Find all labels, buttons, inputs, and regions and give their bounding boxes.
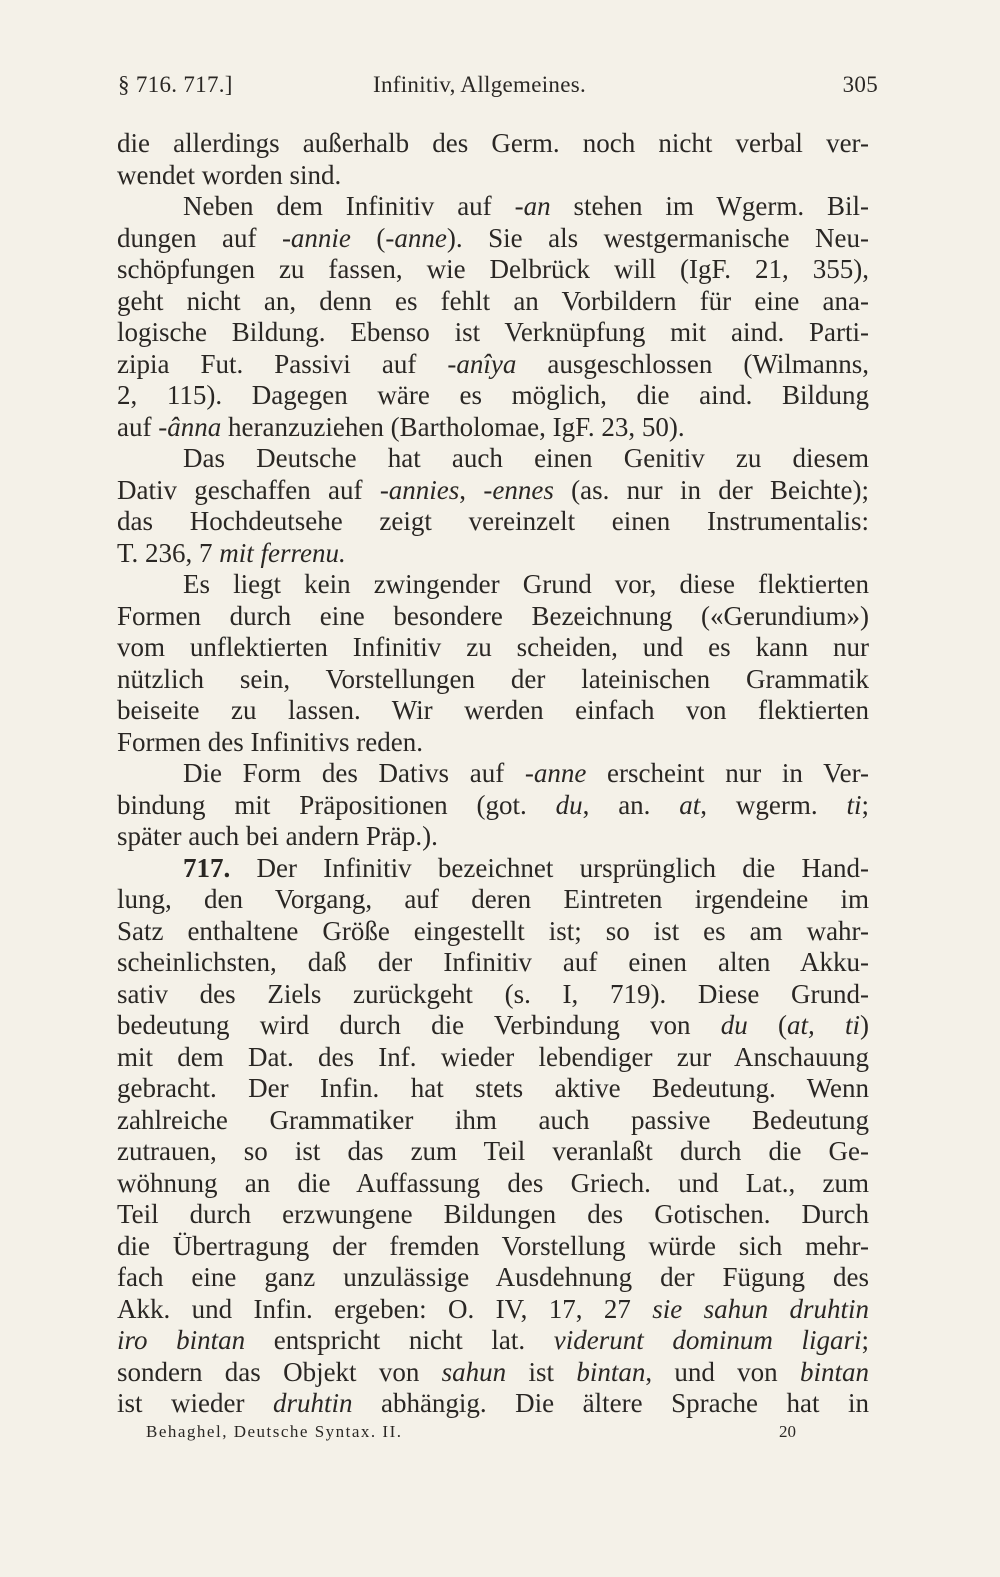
text-line: Formen durch eine besondere Bezeichnung («Gerundium») xyxy=(117,600,869,631)
italic-form: sahun xyxy=(441,1356,507,1387)
text-line: bindung mit Präpositionen (got. du, an. at, wgerm. ti; xyxy=(117,789,869,820)
italic-form: bintan xyxy=(800,1356,870,1387)
text-line: 2, 115). Dagegen wäre es möglich, die aind. Bildung xyxy=(117,380,869,410)
italic-form: -anne xyxy=(385,222,447,253)
text-line: später auch bei andern Präp.). xyxy=(117,821,438,851)
text-line: wöhnung an die Auffassung des Griech. und Lat., zum xyxy=(117,1167,869,1198)
signature-footer xyxy=(146,1422,796,1448)
text-line: nützlich sein, Vorstellungen der lateinischen Grammatik xyxy=(117,663,869,694)
text-line: zutrauen, so ist das zum Teil veranlaßt durch die Ge- xyxy=(117,1136,869,1166)
text-line: lung, den Vorgang, auf deren Eintreten irgendeine im xyxy=(117,884,869,914)
italic-form: at, ti xyxy=(787,1010,860,1040)
text-line: scheinlichsten, daß der Infinitiv auf einen alten Akku- xyxy=(117,947,869,977)
text-line: beiseite zu lassen. Wir werden einfach von flektierten xyxy=(117,695,869,725)
text-line: schöpfungen zu fassen, wie Delbrück will (IgF. 21, 355), xyxy=(117,254,869,284)
text-line: vom unflektierten Infinitiv zu scheiden, und es kann nur xyxy=(117,632,869,662)
section-reference: § 716. 717.] xyxy=(118,72,233,97)
text-line: 717. Der Infinitiv bezeichnet ursprünglich die Hand- xyxy=(183,852,869,883)
italic-form: bintan xyxy=(576,1356,646,1387)
italic-form: -annie xyxy=(281,222,351,253)
italic-form: ti xyxy=(846,789,862,820)
italic-form: -annies xyxy=(379,474,460,505)
italic-form: du xyxy=(720,1010,748,1040)
italic-form: iro bintan xyxy=(117,1325,246,1355)
body-text xyxy=(117,128,869,1420)
text-line: Formen des Infinitivs reden. xyxy=(117,726,423,757)
text-line: gebracht. Der Infin. hat stets aktive Bedeutung. Wenn xyxy=(117,1073,869,1103)
printer-signature: Behaghel, Deutsche Syntax. II. xyxy=(146,1422,403,1441)
text-line: sondern das Objekt von sahun ist bintan, und von bintan xyxy=(117,1356,870,1387)
text-line: das Hochdeutsehe zeigt vereinzelt einen Instrumentalis: xyxy=(117,506,869,536)
section-number: 717. xyxy=(183,852,231,883)
text-line: bedeutung wird durch die Verbindung von du (at, ti) xyxy=(117,1010,869,1040)
running-header xyxy=(118,72,878,106)
text-line: geht nicht an, denn es fehlt an Vorbildern für eine ana- xyxy=(117,285,869,316)
italic-form: sie sahun druhtin xyxy=(652,1293,870,1324)
text-line: iro bintan entspricht nicht lat. viderunt dominum ligari; xyxy=(117,1325,869,1355)
italic-form: -anne xyxy=(524,758,587,788)
italic-form: -ânna xyxy=(158,411,222,442)
text-line: die allerdings außerhalb des Germ. noch nicht verbal ver- xyxy=(117,128,869,158)
italic-form: druhtin xyxy=(272,1388,353,1418)
text-line: sativ des Ziels zurückgeht (s. I, 719). Diese Grund- xyxy=(117,978,869,1009)
italic-form: -an xyxy=(514,191,551,221)
text-line: fach eine ganz unzulässige Ausdehnung der Fügung des xyxy=(117,1262,869,1292)
text-line: auf -ânna heranzuziehen (Bartholomae, IgF. 23, 50). xyxy=(117,411,685,442)
italic-form: viderunt dominum ligari xyxy=(553,1325,862,1355)
text-line: Das Deutsche hat auch einen Genitiv zu diesem xyxy=(183,443,869,473)
text-line: Es liegt kein zwingender Grund vor, diese flektierten xyxy=(183,569,869,599)
text-line: Akk. und Infin. ergeben: O. IV, 17, 27 sie sahun druhtin xyxy=(117,1293,870,1324)
italic-form: mit ferrenu. xyxy=(219,537,346,568)
text-line: ist wieder druhtin abhängig. Die ältere Sprache hat in xyxy=(117,1388,869,1418)
text-line: T. 236, 7 mit ferrenu. xyxy=(117,537,346,568)
text-line: wendet worden sind. xyxy=(117,159,342,190)
text-line: Neben dem Infinitiv auf -an stehen im Wgerm. Bil- xyxy=(183,191,869,221)
sheet-number: 20 xyxy=(779,1422,796,1441)
text-line: mit dem Dat. des Inf. wieder lebendiger zur Anschauung xyxy=(117,1041,869,1072)
text-line: Die Form des Dativs auf -anne erscheint nur in Ver- xyxy=(183,758,870,788)
text-line: die Übertragung der fremden Vorstellung würde sich mehr- xyxy=(117,1230,869,1261)
text-line: logische Bildung. Ebenso ist Verknüpfung mit aind. Parti- xyxy=(117,317,869,347)
italic-form: du xyxy=(555,789,583,820)
page-number: 305 xyxy=(842,72,878,97)
text-line: zipia Fut. Passivi auf -anîya ausgeschlossen (Wilmanns, xyxy=(117,348,870,379)
text-line: Teil durch erzwungene Bildungen des Gotischen. Durch xyxy=(117,1199,869,1229)
text-line: dungen auf -annie (-anne). Sie als westgermanische Neu- xyxy=(117,222,869,253)
italic-form: -ennes xyxy=(483,474,554,505)
running-title: Infinitiv, Allgemeines. xyxy=(373,72,587,97)
text-line: zahlreiche Grammatiker ihm auch passive Bedeutung xyxy=(117,1104,869,1135)
text-line: Satz enthaltene Größe eingestellt ist; so ist es am wahr- xyxy=(117,915,869,946)
italic-form: -anîya xyxy=(447,348,517,379)
text-line: Dativ geschaffen auf -annies, -ennes (as. nur in der Beichte); xyxy=(117,474,870,505)
italic-form: at xyxy=(679,789,701,820)
